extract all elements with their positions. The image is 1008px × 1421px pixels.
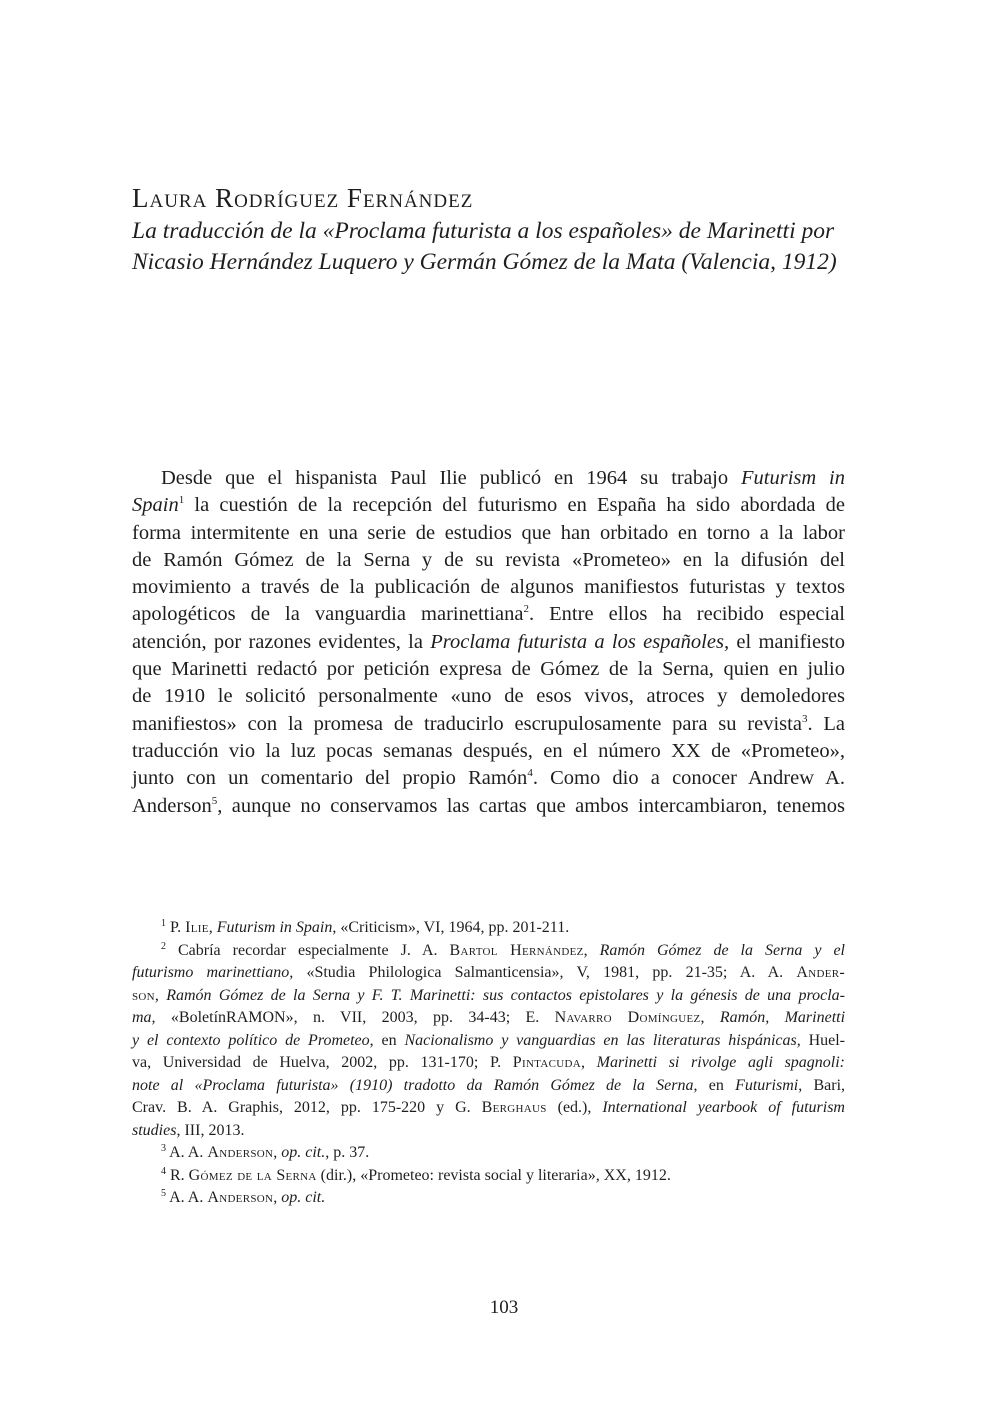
text-line: manifiestos» con la promesa de traducirlo escrupulosamente para su revista$^3$. La xyxy=(132,712,845,735)
chapter-title-line: Nicasio Hernández Luquero y Germán Gómez de la Mata (Valencia, 1912) xyxy=(132,249,837,275)
text-line: junto con un comentario del propio Ramón$^4$. Como dio a conocer Andrew A. xyxy=(132,767,845,790)
footnote-2: $^2$ Cabría recordar especialmente J. A. Bartol Hernández, Ramón Gómez de la Serna y el xyxy=(161,940,846,959)
footnote-line: Crav. B. A. Graphis, 2012, pp. 175-220 y G. Berghaus (ed.), International yearbook of futurism xyxy=(132,1099,845,1116)
text-line: de Ramón Gómez de la Serna y de su revista «Prometeo» en la difusión del xyxy=(132,548,845,571)
text-line: Anderson$^5$, aunque no conservamos las cartas que ambos intercambiaron, tenemos xyxy=(132,794,845,817)
author-name: Laura Rodríguez Fernández xyxy=(132,183,474,213)
footnote-line: studies, III, 2013. xyxy=(132,1121,245,1139)
footnotes xyxy=(132,917,845,1210)
footnote-1: $^1$ P. Ilie, Futurism in Spain, «Criticism», VI, 1964, pp. 201-211. xyxy=(161,918,570,936)
text-line: Spain$^1$ la cuestión de la recepción del futurismo en España ha sido abordada de xyxy=(132,494,845,517)
footnote-line: va, Universidad de Huelva, 2002, pp. 131-170; P. Pintacuda, Marinetti si rivolge agli spagnoli: xyxy=(132,1054,846,1071)
footnote-ref[interactable]: 5 xyxy=(211,794,218,807)
footnote-5: $^5$ A. A. Anderson, op. cit. xyxy=(161,1188,326,1206)
page-number: 103 xyxy=(489,1297,519,1318)
text-line: atención, por razones evidentes, la Proclama futurista a los españoles, el manifiesto xyxy=(132,630,845,653)
footnote-line: y el contexto político de Prometeo, en Nacionalismo y vanguardias en las literaturas hispánicas, Huel- xyxy=(132,1031,845,1049)
footnote-ref[interactable]: 2 xyxy=(523,603,529,616)
footnote-ref[interactable]: 3 xyxy=(801,712,808,725)
footnote-line: futurismo marinettiano, «Studia Philologica Salmanticensia», V, 1981, pp. 21-35; A. A. Ander- xyxy=(132,964,845,981)
footnote-line: note al «Proclama futurista» (1910) tradotto da Ramón Gómez de la Serna, en Futurismi, Bari, xyxy=(132,1076,846,1094)
text-line: que Marinetti redactó por petición expresa de Gómez de la Serna, quien en julio xyxy=(132,658,845,681)
footnote-ref[interactable]: 1 xyxy=(178,494,185,507)
text-line: movimiento a través de la publicación de algunos manifiestos futuristas y textos xyxy=(132,576,845,599)
text-line: de 1910 le solicitó personalmente «uno de esos vivos, atroces y demoledores xyxy=(132,685,845,708)
footnote-line: ma, «BoletínRAMON», n. VII, 2003, pp. 34-43; E. Navarro Domínguez, Ramón, Marinetti xyxy=(132,1009,846,1026)
chapter-title xyxy=(132,216,872,278)
text-line: forma intermitente en una serie de estudios que han orbitado en torno a la labor xyxy=(132,521,845,544)
text-line: Desde que el hispanista Paul Ilie publicó en 1964 su trabajo Futurism in xyxy=(161,467,845,489)
footnote-line: son, Ramón Gómez de la Serna y F. T. Marinetti: sus contactos epistolares y la génesis de una procla- xyxy=(132,986,845,1004)
body-paragraph xyxy=(132,465,845,820)
chapter-title-line: La traducción de la «Proclama futurista a los españoles» de Marinetti por xyxy=(132,218,835,244)
text-line: traducción vio la luz pocas semanas después, en el número XX de «Prometeo», xyxy=(132,739,845,762)
footnote-3: $^3$ A. A. Anderson, op. cit., p. 37. xyxy=(161,1143,370,1161)
footnote-ref[interactable]: 4 xyxy=(527,767,533,780)
text-line: apologéticos de la vanguardia marinettiana$^2$. Entre ellos ha recibido especial xyxy=(132,603,846,626)
chapter-header xyxy=(132,183,872,278)
footnote-4: $^4$ R. Gómez de la Serna (dir.), «Prometeo: revista social y literaria», XX, 1912. xyxy=(161,1165,671,1184)
